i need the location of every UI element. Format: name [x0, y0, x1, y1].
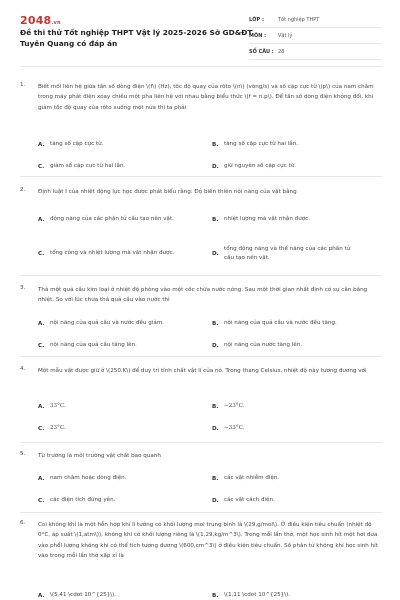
option-text: giữ nguyên số cặp cực từ.	[224, 163, 297, 169]
option-letter: B.	[212, 475, 219, 482]
option-text: động năng của các phân tử cấu tạo nên vật.	[50, 216, 174, 223]
option-letter: A.	[38, 320, 45, 327]
question-text: Từ trường là môi trường vật chất bao quanh	[38, 453, 161, 459]
option-a[interactable]	[38, 209, 208, 231]
question-6	[20, 520, 380, 600]
option-letter: D.	[212, 497, 219, 504]
question-text: Thả một quả cầu kim loại ở nhiệt độ phòng vào một cốc chứa nước nóng. Sau một thời gian nhất định có sự cân bằng nhiệt. So với lúc chưa thả quả cầu vào nước thì	[38, 287, 368, 304]
option-text: 23°C.	[50, 425, 66, 431]
option-c[interactable]	[38, 243, 208, 265]
option-letter: C.	[38, 251, 45, 257]
option-text: nội năng của quả cầu tăng lên.	[50, 342, 137, 348]
question-1	[20, 82, 380, 182]
option-letter: B.	[212, 320, 219, 327]
option-letter: C.	[38, 163, 45, 170]
exam-info-table	[249, 12, 382, 60]
site-logo[interactable]	[20, 14, 61, 27]
option-b[interactable]	[212, 474, 382, 484]
question-text: Coi không khí là một hỗn hợp khí lí tưởng có khối lượng mol trung bình là \(29,g/mol\). Ở điều kiện tiêu chuẩn (nhiệt độ 0°C, áp suất \(1,atm\)), không khí có khối lượng riêng là \(1,29,kg/m^3\). Trong mỗi lần thở, một học sinh hít một hơi đưa vào phổi lượng không khí có thể tích tương đương \(600,cm^3\) ở điều kiện tiêu chuẩn. Số phân tử không khí học sinh hít vào trong mỗi lần thở xấp xỉ là	[38, 522, 378, 560]
option-text: nội năng của quả cầu và nước đều tăng.	[224, 320, 337, 326]
option-text: tổng công và nhiệt lượng mà vật nhận được.	[50, 250, 175, 257]
question-text: Biết mối liên hệ giữa tần số dòng điện \(f\) (Hz), tốc độ quay của rôto \(n\) (vòng/s) và số cặp cực từ \(p\) của nam châm trong máy phát điện xoay chiều một pha liên hệ với nhau bằng biểu thức \(f = n.p\). Để tần số dòng điện không đổi, khi giảm tốc độ quay của rôto xuống một nửa thì ta phải	[38, 84, 374, 111]
option-b[interactable]	[212, 402, 382, 412]
info-value: Tốt nghiệp THPT	[278, 16, 320, 23]
option-a[interactable]	[38, 140, 208, 150]
question-divider	[20, 176, 382, 177]
question-divider	[20, 512, 382, 513]
option-a[interactable]	[38, 474, 208, 484]
info-row-count	[249, 44, 382, 60]
option-text: \(5,41 \cdot 10^{25}\).	[50, 592, 117, 598]
option-text: −33°C.	[224, 425, 245, 431]
option-d[interactable]	[212, 341, 382, 351]
option-d[interactable]	[212, 162, 382, 172]
option-letter: C.	[38, 342, 45, 349]
option-text: tăng số cặp cực từ hai lần.	[224, 141, 299, 147]
option-text: nam châm hoặc dòng điện.	[50, 475, 127, 481]
option-text: 33°C.	[50, 403, 66, 409]
option-text: nội năng của nước tăng lên.	[224, 342, 303, 348]
option-c[interactable]	[38, 496, 208, 506]
option-b[interactable]	[212, 591, 382, 600]
question-number: 3.	[20, 285, 26, 291]
option-b[interactable]	[212, 319, 382, 329]
option-letter: A.	[38, 592, 45, 599]
question-number: 6.	[20, 520, 26, 526]
option-text: nội năng của quả cầu và nước đều giảm.	[50, 320, 165, 326]
question-text: Định luật I của nhiệt động lực học được phát biểu rằng: Độ biến thiên nội năng của vật bằng	[38, 189, 297, 195]
page-title: Đề thi thử Tốt nghiệp THPT Vật lý 2025-2026 Sở GD&ĐT Tuyên Quang có đáp án	[20, 28, 253, 48]
option-letter: C.	[38, 425, 45, 432]
option-letter: D.	[212, 425, 219, 432]
option-text: −23°C.	[224, 403, 245, 409]
option-letter: D.	[212, 251, 219, 257]
question-number: 5.	[20, 451, 26, 457]
question-5	[20, 451, 380, 511]
option-text: giảm số cặp cực từ hai lần.	[50, 163, 126, 169]
info-label: MÔN :	[249, 32, 267, 39]
option-b[interactable]	[212, 209, 382, 231]
page-header	[0, 0, 400, 66]
info-label: LỚP :	[249, 16, 264, 23]
option-letter: D.	[212, 342, 219, 349]
option-c[interactable]	[38, 341, 208, 351]
option-c[interactable]	[38, 162, 208, 172]
option-letter: A.	[38, 403, 45, 410]
option-text: nhiệt lượng mà vật nhận được.	[224, 216, 311, 223]
option-letter: B.	[212, 217, 219, 223]
option-letter: B.	[212, 592, 219, 599]
option-letter: B.	[212, 403, 219, 410]
option-b[interactable]	[212, 140, 382, 150]
info-label: SỐ CÂU :	[249, 48, 274, 55]
option-a[interactable]	[38, 319, 208, 329]
info-row-class	[249, 12, 382, 28]
option-d[interactable]	[212, 243, 382, 265]
option-text: tổng động năng và thế năng của các phân tử cấu tạo nên vật.	[224, 245, 351, 261]
option-letter: D.	[212, 163, 219, 170]
option-a[interactable]	[38, 402, 208, 412]
option-letter: A.	[38, 141, 45, 148]
option-c[interactable]	[38, 424, 208, 434]
question-number: 2.	[20, 187, 26, 193]
info-value: Vật lý	[278, 32, 293, 39]
option-letter: C.	[38, 497, 45, 504]
logo-sub-text: .vn	[51, 20, 61, 26]
option-letter: A.	[38, 217, 45, 223]
option-d[interactable]	[212, 424, 382, 434]
logo-main-text: 2048	[20, 14, 52, 27]
question-3	[20, 285, 380, 355]
question-divider	[20, 275, 382, 276]
option-text: \(1,11 \cdot 10^{25}\).	[224, 592, 291, 598]
option-text: các điện tích đứng yên.	[50, 497, 116, 503]
option-letter: A.	[38, 475, 45, 482]
option-a[interactable]	[38, 591, 208, 600]
question-number: 1.	[20, 82, 26, 88]
question-text: Một mẫu vật được giữ ở \(250,K\) để duy trì tính chất vật lí của nó. Trong thang Celsius, nhiệt độ này tương đương với	[38, 368, 367, 374]
question-number: 4.	[20, 366, 26, 372]
option-text: tăng số cặp cực từ.	[50, 141, 104, 147]
info-value: 28	[278, 48, 285, 55]
question-4	[20, 366, 380, 436]
option-text: các vật nhiễm điện.	[224, 475, 280, 481]
option-d[interactable]	[212, 496, 382, 506]
question-divider	[20, 442, 382, 443]
question-divider	[20, 356, 382, 357]
option-text: các vật cách điện.	[224, 497, 275, 503]
info-row-subject	[249, 28, 382, 44]
option-letter: B.	[212, 141, 219, 148]
header-divider	[20, 66, 382, 67]
question-2	[20, 187, 380, 275]
